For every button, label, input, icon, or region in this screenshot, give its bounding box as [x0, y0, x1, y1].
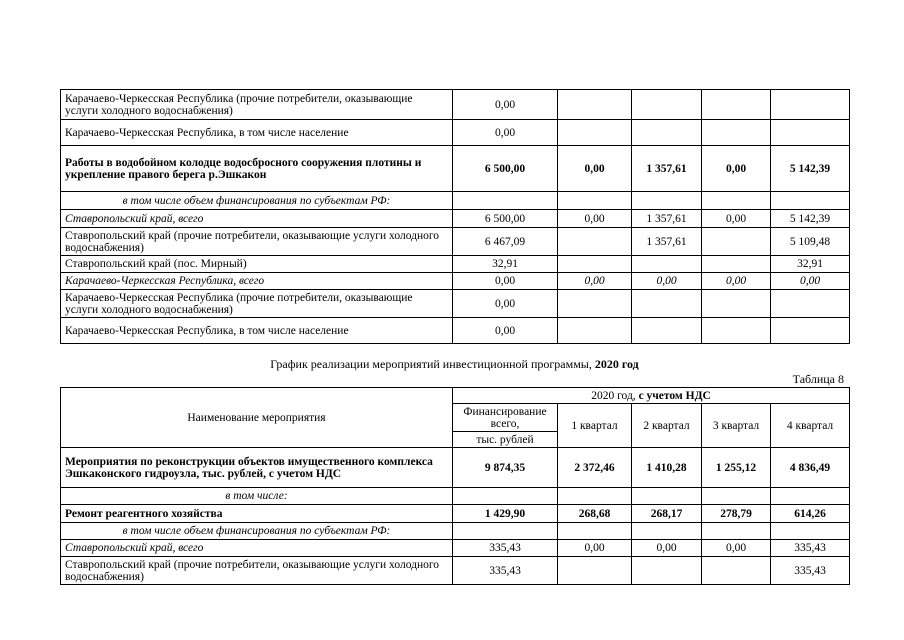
value-cell	[558, 557, 632, 585]
row-label: в том числе объем финансирования по субъектам РФ:	[61, 192, 453, 210]
row-label: Работы в водобойном колодце водосбросного сооружения плотины и укрепление правого берега р.Эшкакон	[61, 146, 453, 192]
value-cell: 5 142,39	[771, 210, 850, 228]
value-cell	[702, 90, 771, 120]
value-cell: 6 467,09	[453, 228, 558, 256]
row-label: Карачаево-Черкесская Республика (прочие потребители, оказывающие услуги холодного водоснабжения)	[61, 290, 453, 318]
value-cell	[558, 256, 632, 273]
table-row	[61, 540, 850, 557]
value-cell: 278,79	[702, 505, 771, 523]
value-cell: 0,00	[632, 273, 702, 290]
row-label: в том числе:	[61, 488, 453, 505]
value-cell: 0,00	[558, 210, 632, 228]
table-row	[61, 488, 850, 505]
table-row	[61, 90, 850, 120]
table-row	[61, 120, 850, 146]
value-cell	[558, 120, 632, 146]
table-row	[61, 210, 850, 228]
value-cell	[453, 488, 558, 505]
value-cell	[632, 120, 702, 146]
value-cell	[558, 488, 632, 505]
header-period	[453, 388, 850, 404]
value-cell	[702, 120, 771, 146]
value-cell	[632, 256, 702, 273]
value-cell	[632, 557, 702, 585]
value-cell	[558, 523, 632, 540]
value-cell	[453, 523, 558, 540]
value-cell: 1 357,61	[632, 228, 702, 256]
table-row	[61, 146, 850, 192]
header-q1: 1 квартал	[558, 404, 632, 448]
value-cell	[632, 523, 702, 540]
table-number: Таблица 8	[792, 372, 844, 386]
value-cell: 32,91	[453, 256, 558, 273]
financing-table-continued	[60, 89, 850, 344]
value-cell: 335,43	[453, 540, 558, 557]
value-cell	[632, 192, 702, 210]
value-cell: 614,26	[771, 505, 850, 523]
table-row	[61, 192, 850, 210]
value-cell: 0,00	[453, 290, 558, 318]
value-cell: 9 874,35	[453, 448, 558, 488]
value-cell: 0,00	[702, 540, 771, 557]
value-cell: 1 357,61	[632, 146, 702, 192]
value-cell	[771, 318, 850, 344]
value-cell: 0,00	[558, 146, 632, 192]
row-label: Карачаево-Черкесская Республика, в том числе население	[61, 120, 453, 146]
value-cell: 0,00	[453, 90, 558, 120]
header-q2: 2 квартал	[632, 404, 702, 448]
schedule-caption	[60, 357, 849, 372]
table-row	[61, 290, 850, 318]
table-row	[61, 448, 850, 488]
value-cell: 0,00	[632, 540, 702, 557]
table-row	[61, 557, 850, 585]
schedule-table-2020	[60, 387, 850, 585]
row-label: Ставропольский край, всего	[61, 540, 453, 557]
value-cell: 32,91	[771, 256, 850, 273]
value-cell	[702, 523, 771, 540]
row-label: Карачаево-Черкесская Республика, в том числе население	[61, 318, 453, 344]
value-cell: 2 372,46	[558, 448, 632, 488]
header-period-vat: с учетом НДС	[638, 389, 711, 402]
value-cell	[702, 557, 771, 585]
caption-year: 2020 год	[594, 357, 639, 371]
header-unit: тыс. рублей	[453, 432, 558, 448]
value-cell	[632, 290, 702, 318]
value-cell	[771, 120, 850, 146]
value-cell: 4 836,49	[771, 448, 850, 488]
value-cell: 1 357,61	[632, 210, 702, 228]
value-cell: 0,00	[558, 273, 632, 290]
value-cell: 0,00	[453, 273, 558, 290]
value-cell	[771, 90, 850, 120]
table-row	[61, 318, 850, 344]
value-cell	[453, 192, 558, 210]
value-cell: 0,00	[771, 273, 850, 290]
value-cell	[702, 256, 771, 273]
value-cell: 1 429,90	[453, 505, 558, 523]
value-cell	[632, 488, 702, 505]
table-row	[61, 523, 850, 540]
value-cell: 1 410,28	[632, 448, 702, 488]
row-label: Ставропольский край (пос. Мирный)	[61, 256, 453, 273]
table-row	[61, 273, 850, 290]
value-cell	[558, 228, 632, 256]
table-row	[61, 256, 850, 273]
header-period-text: 2020 год,	[591, 389, 639, 402]
value-cell: 0,00	[453, 120, 558, 146]
value-cell: 0,00	[702, 210, 771, 228]
value-cell: 1 255,12	[702, 448, 771, 488]
value-cell	[558, 318, 632, 344]
value-cell	[771, 192, 850, 210]
value-cell	[702, 192, 771, 210]
row-label: Ставропольский край (прочие потребители, оказывающие услуги холодного водоснабжения)	[61, 557, 453, 585]
header-name: Наименование мероприятия	[61, 388, 453, 448]
value-cell	[702, 228, 771, 256]
header-financing: Финансирование всего,	[453, 404, 558, 432]
value-cell	[771, 523, 850, 540]
value-cell: 0,00	[558, 540, 632, 557]
value-cell: 335,43	[771, 557, 850, 585]
value-cell: 268,68	[558, 505, 632, 523]
table-row	[61, 228, 850, 256]
value-cell	[558, 290, 632, 318]
row-label: Карачаево-Черкесская Республика, всего	[61, 273, 453, 290]
row-label: Ремонт реагентного хозяйства	[61, 505, 453, 523]
value-cell: 6 500,00	[453, 146, 558, 192]
value-cell: 335,43	[453, 557, 558, 585]
caption-text: График реализации мероприятий инвестиционной программы,	[270, 357, 595, 371]
row-label: Ставропольский край (прочие потребители, оказывающие услуги холодного водоснабжения)	[61, 228, 453, 256]
row-label: Карачаево-Черкесская Республика (прочие потребители, оказывающие услуги холодного водоснабжения)	[61, 90, 453, 120]
value-cell	[558, 90, 632, 120]
value-cell	[632, 318, 702, 344]
header-q3: 3 квартал	[702, 404, 771, 448]
value-cell	[702, 318, 771, 344]
value-cell	[771, 488, 850, 505]
value-cell: 268,17	[632, 505, 702, 523]
value-cell: 6 500,00	[453, 210, 558, 228]
row-label: Мероприятия по реконструкции объектов имущественного комплекса Эшкаконского гидроузла, тыс. рублей, с учетом НДС	[61, 448, 453, 488]
value-cell: 0,00	[702, 273, 771, 290]
value-cell	[558, 192, 632, 210]
value-cell: 0,00	[702, 146, 771, 192]
value-cell	[702, 290, 771, 318]
value-cell: 5 142,39	[771, 146, 850, 192]
value-cell	[771, 290, 850, 318]
value-cell: 0,00	[453, 318, 558, 344]
value-cell: 335,43	[771, 540, 850, 557]
header-q4: 4 квартал	[771, 404, 850, 448]
row-label: Ставропольский край, всего	[61, 210, 453, 228]
value-cell	[632, 90, 702, 120]
value-cell	[702, 488, 771, 505]
value-cell: 5 109,48	[771, 228, 850, 256]
row-label: в том числе объем финансирования по субъектам РФ:	[61, 523, 453, 540]
table-row	[61, 505, 850, 523]
